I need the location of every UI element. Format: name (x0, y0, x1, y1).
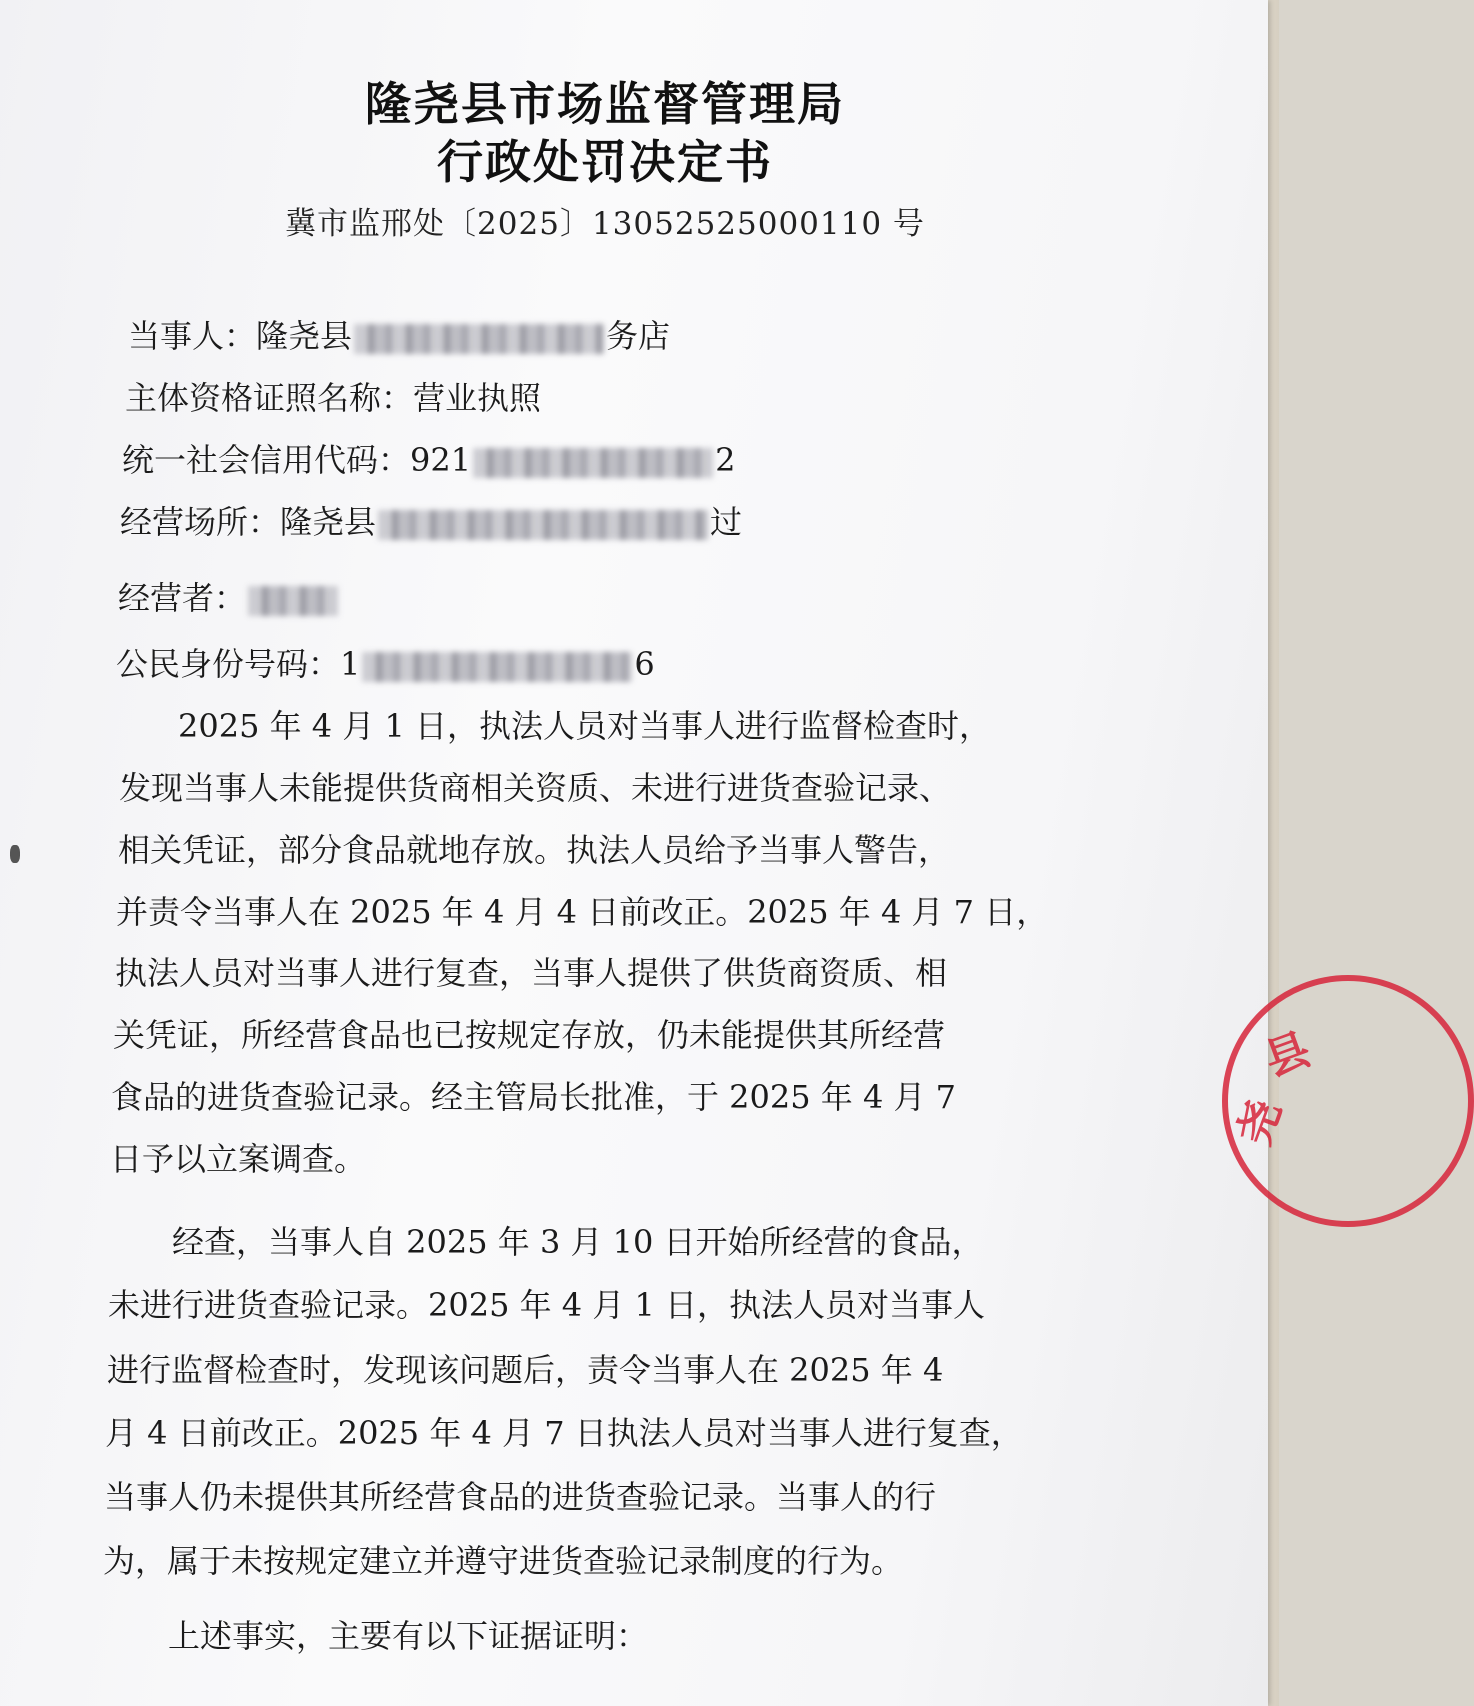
party-line (128, 316, 670, 356)
official-seal (1222, 975, 1474, 1227)
paragraph1-line: 相关凭证，部分食品就地存放。执法人员给予当事人警告， (118, 831, 951, 869)
document-title: 行政处罚决定书 (437, 135, 773, 189)
paragraph2-line: 月 4 日前改正。2025 年 4 月 7 日执法人员对当事人进行复查， (105, 1414, 1023, 1452)
license-line (125, 378, 541, 418)
redacted-premises (378, 510, 708, 540)
redacted-credit-code (473, 448, 713, 478)
paragraph2-line: 进行监督检查时，发现该问题后，责令当事人在 2025 年 4 (107, 1351, 944, 1389)
seal-char: 县 (1258, 1023, 1317, 1087)
paragraph1-line: 执法人员对当事人进行复查，当事人提供了供货商资质、相 (115, 954, 948, 992)
license-label: 主体资格证照名称： (125, 379, 414, 417)
credit-code-line (122, 440, 735, 480)
paragraph1-line: 日予以立案调查。 (110, 1140, 367, 1178)
party-name-suffix: 务店 (606, 317, 671, 355)
party-name-prefix: 隆尧县 (256, 317, 353, 355)
id-prefix: 1 (340, 645, 361, 683)
seal-char: 尧 (1228, 1093, 1292, 1152)
credit-code-prefix: 921 (410, 441, 472, 479)
paragraph1-line: 2025 年 4 月 1 日，执法人员对当事人进行监督检查时， (178, 707, 992, 745)
premises-suffix: 过 (710, 503, 743, 541)
operator-line (118, 578, 340, 618)
paragraph1-line: 发现当事人未能提供货商相关资质、未进行进货查验记录、 (119, 769, 952, 807)
premises-label: 经营场所： (120, 503, 281, 541)
paragraph2-line: 当事人仍未提供其所经营食品的进货查验记录。当事人的行 (104, 1478, 937, 1516)
paragraph2-line: 经查，当事人自 2025 年 3 月 10 日开始所经营的食品， (172, 1223, 984, 1261)
party-label: 当事人： (128, 317, 257, 355)
paragraph2-line: 为，属于未按规定建立并遵守进货查验记录制度的行为。 (103, 1542, 904, 1580)
authority-title: 隆尧县市场监督管理局 (365, 77, 845, 131)
paragraph3-line: 上述事实，主要有以下证据证明： (168, 1617, 649, 1655)
paragraph2-line: 未进行进货查验记录。2025 年 4 月 1 日，执法人员对当事人 (108, 1286, 986, 1324)
operator-label: 经营者： (118, 579, 247, 617)
premises-line (120, 502, 742, 542)
redacted-id-number (362, 652, 632, 682)
document-number: 冀市监邢处〔2025〕13052525000110 号 (285, 206, 925, 242)
premises-prefix: 隆尧县 (280, 503, 377, 541)
credit-code-label: 统一社会信用代码： (122, 441, 411, 479)
id-number-line (116, 644, 655, 684)
redacted-party-name (354, 324, 604, 354)
redacted-operator (248, 586, 338, 616)
paragraph1-line: 食品的进货查验记录。经主管局长批准，于 2025 年 4 月 7 (111, 1078, 957, 1116)
paragraph1-line: 并责令当事人在 2025 年 4 月 4 日前改正。2025 年 4 月 7 日， (116, 893, 1049, 931)
id-suffix: 6 (634, 645, 655, 683)
binding-hole (10, 845, 20, 863)
credit-code-suffix: 2 (715, 441, 736, 479)
id-label: 公民身份号码： (116, 645, 341, 683)
license-value: 营业执照 (413, 379, 542, 417)
paragraph1-line: 关凭证，所经营食品也已按规定存放，仍未能提供其所经营 (113, 1016, 946, 1054)
